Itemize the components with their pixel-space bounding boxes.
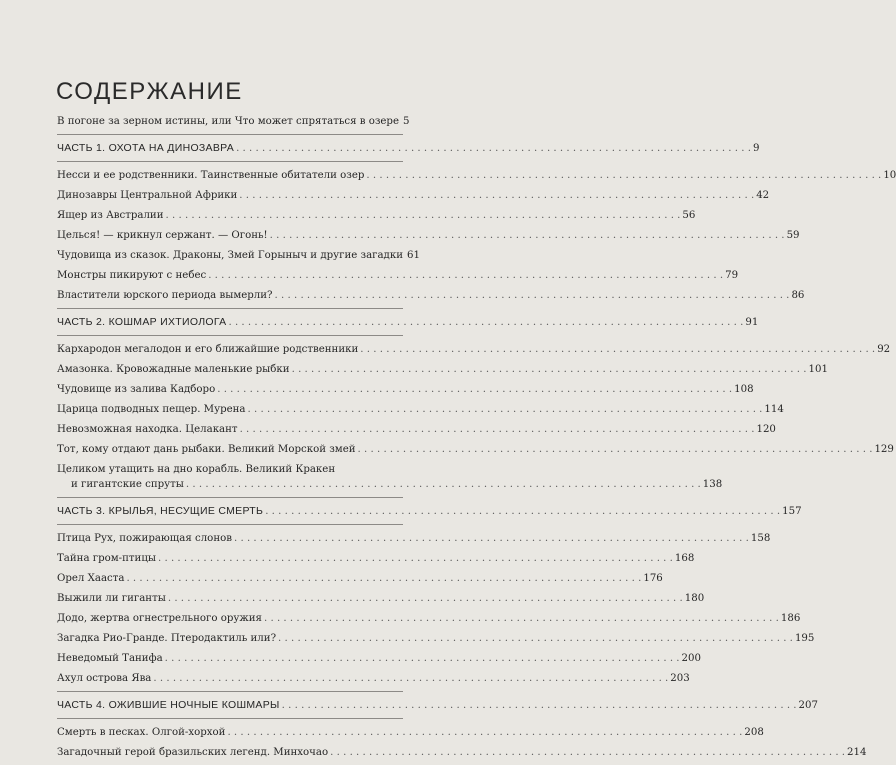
part-divider bbox=[57, 335, 403, 336]
toc-leader bbox=[236, 141, 751, 156]
toc-leader bbox=[158, 551, 673, 566]
toc-entry-text: Царица подводных пещер. Мурена bbox=[57, 404, 246, 415]
toc-leader bbox=[234, 531, 749, 546]
toc-page-number: 176 bbox=[643, 573, 663, 584]
page-title: СОДЕРЖАНИЕ bbox=[56, 78, 243, 106]
toc-entry-text: Ахул острова Ява bbox=[57, 673, 152, 684]
toc-page-number: 61 bbox=[407, 250, 420, 261]
part-divider bbox=[57, 497, 403, 498]
toc-page-number: 129 bbox=[874, 444, 894, 455]
toc-leader bbox=[166, 208, 681, 223]
toc-page-number: 138 bbox=[702, 479, 723, 490]
toc-page-number: 5 bbox=[403, 116, 410, 127]
part-divider bbox=[57, 718, 403, 719]
toc-entry-text: Додо, жертва огнестрельного оружия bbox=[57, 613, 262, 624]
toc-page-number: 168 bbox=[674, 553, 695, 564]
part-title: ЧАСТЬ 3. КРЫЛЬЯ, НЕСУЩИЕ СМЕРТЬ bbox=[57, 505, 264, 517]
toc-entry[interactable] bbox=[57, 288, 805, 303]
toc-leader bbox=[126, 571, 641, 586]
toc-leader bbox=[239, 188, 754, 203]
toc-entry[interactable] bbox=[57, 382, 754, 397]
toc-page-number: 214 bbox=[847, 747, 867, 758]
toc-leader bbox=[228, 315, 743, 330]
part-title: ЧАСТЬ 2. КОШМАР ИХТИОЛОГА bbox=[57, 316, 227, 328]
toc-entry-text: Чудовище из залива Кадборо bbox=[57, 384, 216, 395]
toc-page-number: 203 bbox=[670, 673, 690, 684]
toc-entry-text: Птица Рух, пожирающая слонов bbox=[57, 533, 232, 544]
toc-page-number: 207 bbox=[798, 700, 818, 711]
toc-page-number: 92 bbox=[877, 344, 891, 355]
toc-entry-text: Динозавры Центральной Африки bbox=[57, 190, 238, 201]
part-divider bbox=[57, 308, 403, 309]
toc-part-3[interactable] bbox=[57, 504, 802, 519]
toc-entry-text: Несси и ее родственники. Таинственные обитатели озер bbox=[57, 170, 365, 181]
toc-page-number: 101 bbox=[808, 364, 828, 375]
toc-entry[interactable] bbox=[57, 342, 891, 357]
toc-entry[interactable] bbox=[57, 168, 896, 183]
toc-entry-text: Властители юрского периода вымерли? bbox=[57, 290, 273, 301]
toc-leader bbox=[366, 168, 881, 183]
toc-entry[interactable] bbox=[57, 571, 663, 586]
toc-entry[interactable] bbox=[57, 442, 894, 457]
toc-leader bbox=[270, 228, 785, 243]
toc-entry[interactable] bbox=[57, 268, 739, 283]
toc-leader bbox=[165, 651, 680, 666]
toc-leader bbox=[217, 382, 732, 397]
toc-entry-text: Смерть в песках. Олгой-хорхой bbox=[57, 727, 226, 738]
toc-leader bbox=[278, 631, 793, 646]
toc-leader bbox=[275, 288, 790, 303]
toc-page-number: 91 bbox=[745, 317, 759, 328]
toc-entry-text: Орел Хааста bbox=[57, 573, 125, 584]
toc-page-number: 79 bbox=[725, 270, 739, 281]
toc-part-4[interactable] bbox=[57, 698, 818, 713]
toc-leader bbox=[240, 422, 755, 437]
toc-page-number: 114 bbox=[764, 404, 784, 415]
toc-leader bbox=[186, 477, 701, 492]
toc-entry[interactable] bbox=[57, 551, 695, 566]
toc-entry[interactable] bbox=[57, 531, 771, 546]
toc-entry-text: Загадочный герой бразильских легенд. Минхочао bbox=[57, 747, 329, 758]
toc-leader bbox=[264, 611, 779, 626]
toc-leader bbox=[330, 745, 845, 760]
toc-entry-text: Чудовища из сказок. Драконы, Змей Горыныч и другие загадки bbox=[57, 250, 403, 261]
toc-page-number: 9 bbox=[752, 143, 760, 154]
toc-leader bbox=[227, 725, 742, 740]
toc-leader bbox=[360, 342, 875, 357]
part-divider bbox=[57, 691, 403, 692]
toc-page-number: 157 bbox=[782, 506, 802, 517]
part-divider bbox=[57, 524, 403, 525]
toc-entry-text: Целиком утащить на дно корабль. Великий Кракен bbox=[57, 464, 336, 475]
toc-entry-text-continued: и гигантские спруты bbox=[71, 479, 184, 490]
toc-entry[interactable] bbox=[57, 422, 776, 437]
toc-page-number: 56 bbox=[682, 210, 696, 221]
toc-entry[interactable] bbox=[57, 462, 723, 492]
toc-entry-text: Кархародон мегалодон и его ближайшие родственники bbox=[57, 344, 359, 355]
toc-entry-text: Неведомый Танифа bbox=[57, 653, 163, 664]
toc-page-number: 86 bbox=[791, 290, 805, 301]
toc-entry-text: В погоне за зерном истины, или Что может спрятаться в озере bbox=[57, 116, 399, 127]
toc-intro[interactable] bbox=[57, 114, 410, 129]
toc-leader bbox=[248, 402, 763, 417]
toc-leader bbox=[358, 442, 873, 457]
toc-entry[interactable] bbox=[57, 631, 815, 646]
toc-entry[interactable] bbox=[57, 611, 801, 626]
toc-entry[interactable] bbox=[57, 591, 705, 606]
toc-page-number: 108 bbox=[734, 384, 754, 395]
toc-part-2[interactable] bbox=[57, 315, 759, 330]
toc-entry-text: Невозможная находка. Целакант bbox=[57, 424, 238, 435]
part-title: ЧАСТЬ 1. ОХОТА НА ДИНОЗАВРА bbox=[57, 142, 235, 154]
toc-entry[interactable] bbox=[57, 362, 828, 377]
toc-leader bbox=[168, 591, 683, 606]
toc-entry-text: Целься! — крикнул сержант. — Огонь! bbox=[57, 230, 268, 241]
toc-page-number: 59 bbox=[786, 230, 800, 241]
toc-entry[interactable] bbox=[57, 671, 690, 686]
toc-page-number: 42 bbox=[756, 190, 770, 201]
toc-entry[interactable] bbox=[57, 651, 701, 666]
toc-leader bbox=[282, 698, 797, 713]
toc-leader bbox=[265, 504, 780, 519]
toc-page-number: 195 bbox=[794, 633, 815, 644]
toc-entry[interactable] bbox=[57, 725, 764, 740]
toc-entry-text: Амазонка. Кровожадные маленькие рыбки bbox=[57, 364, 290, 375]
toc-entry-text: Ящер из Австралии bbox=[57, 210, 164, 221]
toc-page-number: 186 bbox=[780, 613, 801, 624]
toc-entry-text: Тайна гром-птицы bbox=[57, 553, 156, 564]
part-title: ЧАСТЬ 4. ОЖИВШИЕ НОЧНЫЕ КОШМАРЫ bbox=[57, 699, 280, 711]
toc-entry[interactable] bbox=[57, 228, 800, 243]
toc-page-number: 180 bbox=[684, 593, 705, 604]
part-divider bbox=[57, 161, 403, 162]
toc-entry-text: Загадка Рио-Гранде. Птеродактиль или? bbox=[57, 633, 277, 644]
table-of-contents bbox=[57, 114, 896, 765]
toc-entry[interactable] bbox=[57, 188, 770, 203]
toc-entry[interactable] bbox=[57, 208, 696, 223]
toc-entry-text: Тот, кому отдают дань рыбаки. Великий Морской змей bbox=[57, 444, 356, 455]
toc-leader bbox=[208, 268, 723, 283]
toc-leader bbox=[292, 362, 807, 377]
toc-part-1[interactable] bbox=[57, 141, 760, 156]
toc-entry-text: Выжили ли гиганты bbox=[57, 593, 166, 604]
part-divider bbox=[57, 134, 403, 135]
toc-page-number: 10 bbox=[883, 170, 896, 181]
toc-entry[interactable] bbox=[57, 745, 867, 760]
toc-page-number: 200 bbox=[681, 653, 701, 664]
toc-page-number: 120 bbox=[756, 424, 776, 435]
toc-page-number: 208 bbox=[744, 727, 764, 738]
toc-entry[interactable] bbox=[57, 402, 784, 417]
toc-entry[interactable] bbox=[57, 248, 420, 263]
toc-leader bbox=[153, 671, 668, 686]
toc-entry-text: Монстры пикируют с небес bbox=[57, 270, 207, 281]
toc-page-number: 158 bbox=[750, 533, 771, 544]
